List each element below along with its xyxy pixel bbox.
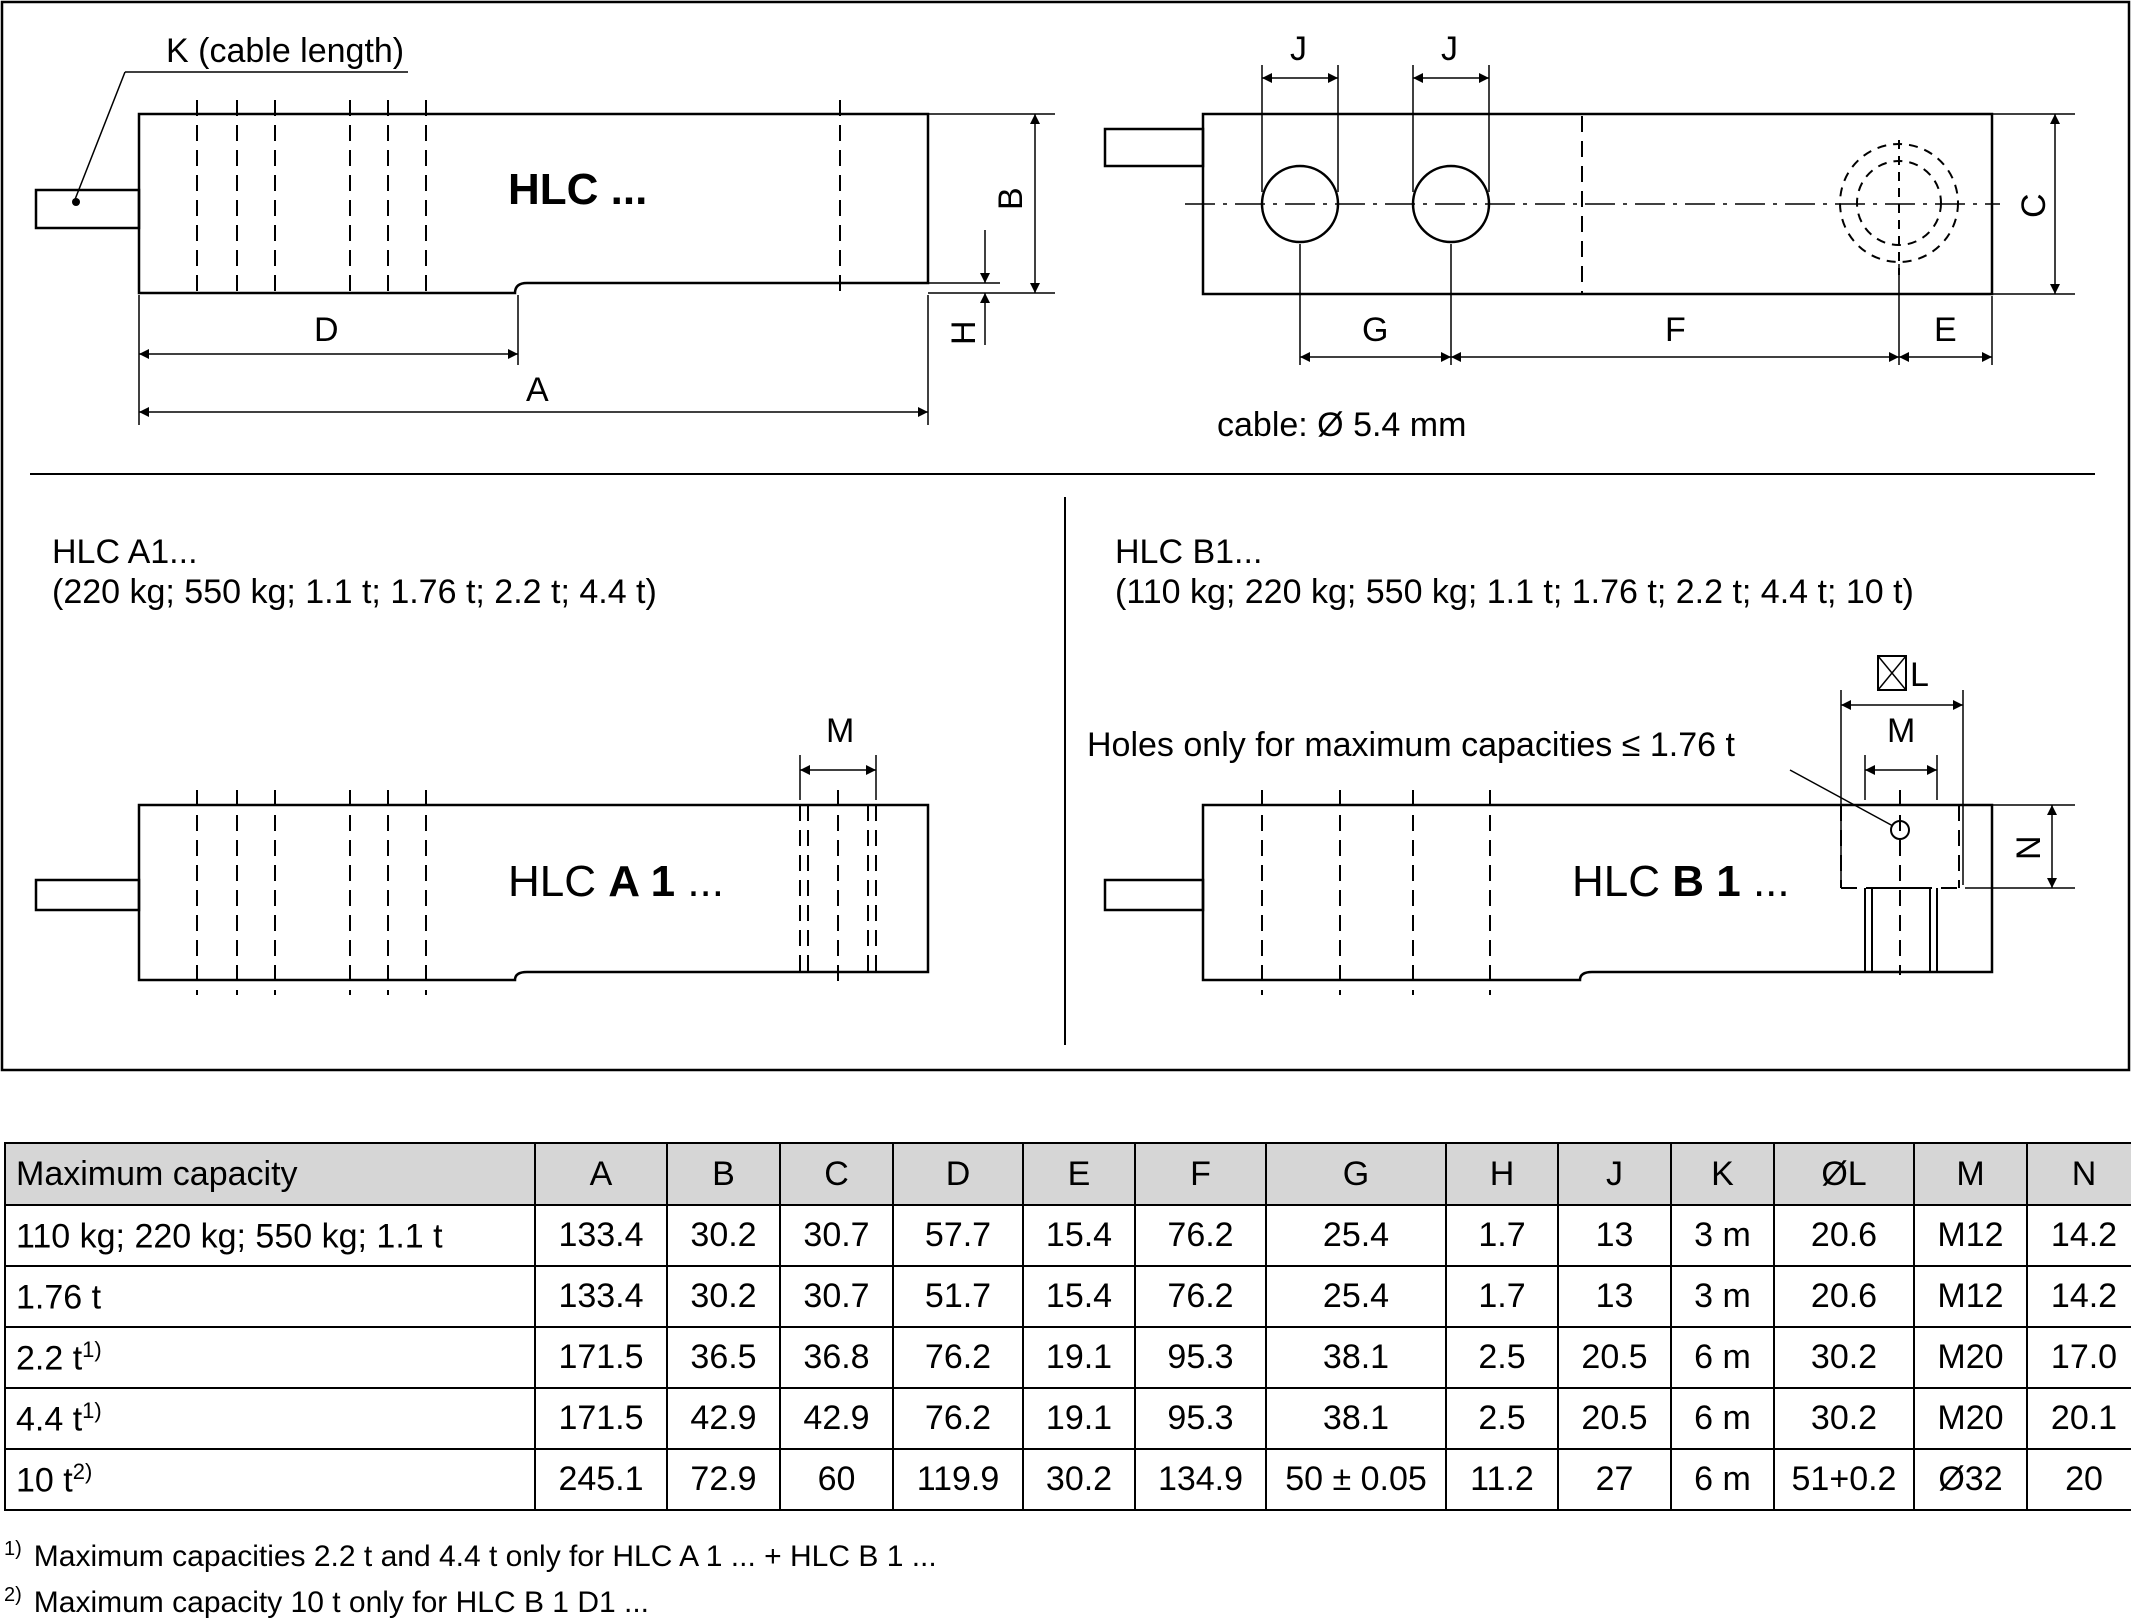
capacity-text: 4.4 t xyxy=(16,1400,83,1439)
table-cell: 133.4 xyxy=(535,1266,667,1327)
table-cell: 76.2 xyxy=(893,1327,1023,1388)
table-cell: 50 ± 0.05 xyxy=(1266,1449,1446,1510)
capacity-cell xyxy=(5,1205,535,1266)
variant-b-drawing xyxy=(1105,790,1992,995)
capacity-text: 10 t xyxy=(16,1461,73,1500)
table-cell: 245.1 xyxy=(535,1449,667,1510)
table-cell: 6 m xyxy=(1671,1327,1774,1388)
dim-b-h-lines xyxy=(928,114,1055,345)
table-cell: 119.9 xyxy=(893,1449,1023,1510)
header-cell: H xyxy=(1446,1143,1558,1205)
header-cell: E xyxy=(1023,1143,1135,1205)
header-cell: G xyxy=(1266,1143,1446,1205)
table-cell: 76.2 xyxy=(1135,1205,1266,1266)
variant-b-capacities: (110 kg; 220 kg; 550 kg; 1.1 t; 1.76 t; 2.2 t; 4.4 t; 10 t) xyxy=(1115,573,1914,611)
table-cell: 171.5 xyxy=(535,1327,667,1388)
table-cell: 95.3 xyxy=(1135,1388,1266,1449)
capacity-cell xyxy=(5,1388,535,1449)
header-cell: M xyxy=(1914,1143,2027,1205)
dim-e-label: E xyxy=(1934,311,1957,349)
variant-a-capacities: (220 kg; 550 kg; 1.1 t; 1.76 t; 2.2 t; 4.4 t) xyxy=(52,573,657,611)
header-cell: B xyxy=(667,1143,780,1205)
table-cell: 30.2 xyxy=(1774,1327,1914,1388)
dimensions-table xyxy=(4,1142,2131,1511)
table-cell: 51.7 xyxy=(893,1266,1023,1327)
table-cell: 15.4 xyxy=(1023,1205,1135,1266)
table-cell: 134.9 xyxy=(1135,1449,1266,1510)
variant-b-dim-n: N xyxy=(2010,835,2048,860)
dim-b-label: B xyxy=(992,187,1030,210)
capacity-text: 2.2 t xyxy=(16,1339,83,1378)
variant-b-dim-m: M xyxy=(1887,712,1916,750)
variant-a-title: HLC A1... xyxy=(52,533,198,571)
table-row xyxy=(5,1327,2131,1388)
table-cell: 42.9 xyxy=(780,1388,893,1449)
table-cell: 20.5 xyxy=(1558,1327,1671,1388)
variant-b-holes-note: Holes only for maximum capacities ≤ 1.76 t xyxy=(1087,726,1735,764)
table-cell: 20.1 xyxy=(2027,1388,2131,1449)
table-cell: M20 xyxy=(1914,1388,2027,1449)
table-cell: 72.9 xyxy=(667,1449,780,1510)
cable-point xyxy=(72,198,80,206)
footnote-mark: 1) xyxy=(4,1538,22,1560)
table-row xyxy=(5,1266,2131,1327)
capacity-cell xyxy=(5,1266,535,1327)
dim-j-left-label: J xyxy=(1290,30,1307,68)
dim-c-label: C xyxy=(2015,193,2053,218)
variant-a-drawing xyxy=(36,790,928,995)
table-cell: M20 xyxy=(1914,1327,2027,1388)
table-cell: Ø32 xyxy=(1914,1449,2027,1510)
dim-j-right-label: J xyxy=(1441,30,1458,68)
table-cell: 30.7 xyxy=(780,1205,893,1266)
footnote-2 xyxy=(4,1576,937,1622)
table-cell: 11.2 xyxy=(1446,1449,1558,1510)
footnote-ref: 1) xyxy=(82,1397,102,1423)
variant-a-dim-m: M xyxy=(826,712,855,750)
table-cell: 20.6 xyxy=(1774,1205,1914,1266)
footnote-text: Maximum capacity 10 t only for HLC B 1 D1 ... xyxy=(33,1586,650,1619)
table-cell: M12 xyxy=(1914,1266,2027,1327)
table-cell: 17.0 xyxy=(2027,1327,2131,1388)
table-cell: 60 xyxy=(780,1449,893,1510)
table-cell: 36.8 xyxy=(780,1327,893,1388)
table-row xyxy=(5,1388,2131,1449)
header-cell: C xyxy=(780,1143,893,1205)
footnote-text: Maximum capacities 2.2 t and 4.4 t only for HLC A 1 ... + HLC B 1 ... xyxy=(33,1540,937,1573)
header-cell: A xyxy=(535,1143,667,1205)
footnote-ref: 2) xyxy=(72,1458,93,1484)
table-cell: 30.2 xyxy=(667,1266,780,1327)
table-cell: 13 xyxy=(1558,1205,1671,1266)
dim-a-label: A xyxy=(526,371,549,409)
capacity-text: 1.76 t xyxy=(16,1278,102,1317)
table-cell: 30.2 xyxy=(1774,1388,1914,1449)
table-cell: 1.7 xyxy=(1446,1266,1558,1327)
header-cell: N xyxy=(2027,1143,2131,1205)
table-cell: 20.6 xyxy=(1774,1266,1914,1327)
header-cell: J xyxy=(1558,1143,1671,1205)
table-cell: 3 m xyxy=(1671,1205,1774,1266)
footnotes xyxy=(4,1530,937,1622)
top-view-drawing xyxy=(36,72,928,300)
dim-d-label: D xyxy=(314,311,339,349)
cable-length-label: K (cable length) xyxy=(166,32,405,70)
table-cell: 25.4 xyxy=(1266,1205,1446,1266)
dim-g-label: G xyxy=(1362,311,1389,349)
table-cell: 27 xyxy=(1558,1449,1671,1510)
table-cell: 19.1 xyxy=(1023,1327,1135,1388)
table-cell: 36.5 xyxy=(667,1327,780,1388)
table-cell: 51+0.2 xyxy=(1774,1449,1914,1510)
table-cell: 6 m xyxy=(1671,1449,1774,1510)
footnote-mark: 2) xyxy=(4,1584,22,1606)
table-cell: 25.4 xyxy=(1266,1266,1446,1327)
table-row xyxy=(5,1205,2131,1266)
footnote-1 xyxy=(4,1530,937,1576)
model-label-top: HLC ... xyxy=(508,165,648,214)
table-cell: 2.5 xyxy=(1446,1388,1558,1449)
table-cell: 171.5 xyxy=(535,1388,667,1449)
table-cell: 15.4 xyxy=(1023,1266,1135,1327)
table-cell: 14.2 xyxy=(2027,1266,2131,1327)
table-cell: 6 m xyxy=(1671,1388,1774,1449)
table-cell: 3 m xyxy=(1671,1266,1774,1327)
dim-f-label: F xyxy=(1665,311,1686,349)
variant-b-model-label: HLC B 1 ... xyxy=(1572,857,1790,906)
table-cell: 30.2 xyxy=(667,1205,780,1266)
table-cell: 57.7 xyxy=(893,1205,1023,1266)
table-cell: 76.2 xyxy=(893,1388,1023,1449)
header-cell: F xyxy=(1135,1143,1266,1205)
table-cell: 1.7 xyxy=(1446,1205,1558,1266)
table-cell: 19.1 xyxy=(1023,1388,1135,1449)
table-cell: 38.1 xyxy=(1266,1327,1446,1388)
header-cell: K xyxy=(1671,1143,1774,1205)
cable-diameter-note: cable: Ø 5.4 mm xyxy=(1217,406,1467,444)
capacity-cell xyxy=(5,1327,535,1388)
table-cell: 13 xyxy=(1558,1266,1671,1327)
capacity-text: 110 kg; 220 kg; 550 kg; 1.1 t xyxy=(16,1217,443,1256)
table-cell: 2.5 xyxy=(1446,1327,1558,1388)
table-cell: 20 xyxy=(2027,1449,2131,1510)
table-header-row xyxy=(5,1143,2131,1205)
capacity-cell xyxy=(5,1449,535,1510)
variant-b-square-l: L xyxy=(1910,656,1929,694)
header-cell: D xyxy=(893,1143,1023,1205)
dim-h-label: H xyxy=(945,320,983,345)
header-cell: ØL xyxy=(1774,1143,1914,1205)
table-cell: 95.3 xyxy=(1135,1327,1266,1388)
table-cell: 30.2 xyxy=(1023,1449,1135,1510)
footnote-ref: 1) xyxy=(82,1336,102,1362)
table-cell: 133.4 xyxy=(535,1205,667,1266)
table-cell: 30.7 xyxy=(780,1266,893,1327)
table-cell: M12 xyxy=(1914,1205,2027,1266)
side-view-drawing xyxy=(1105,65,2000,294)
table-row xyxy=(5,1449,2131,1510)
table-cell: 14.2 xyxy=(2027,1205,2131,1266)
variant-b-title: HLC B1... xyxy=(1115,533,1263,571)
table-cell: 76.2 xyxy=(1135,1266,1266,1327)
table-cell: 20.5 xyxy=(1558,1388,1671,1449)
variant-a-model-label: HLC A 1 ... xyxy=(508,857,724,906)
table-cell: 42.9 xyxy=(667,1388,780,1449)
table-cell: 38.1 xyxy=(1266,1388,1446,1449)
header-cell: Maximum capacity xyxy=(5,1143,535,1205)
